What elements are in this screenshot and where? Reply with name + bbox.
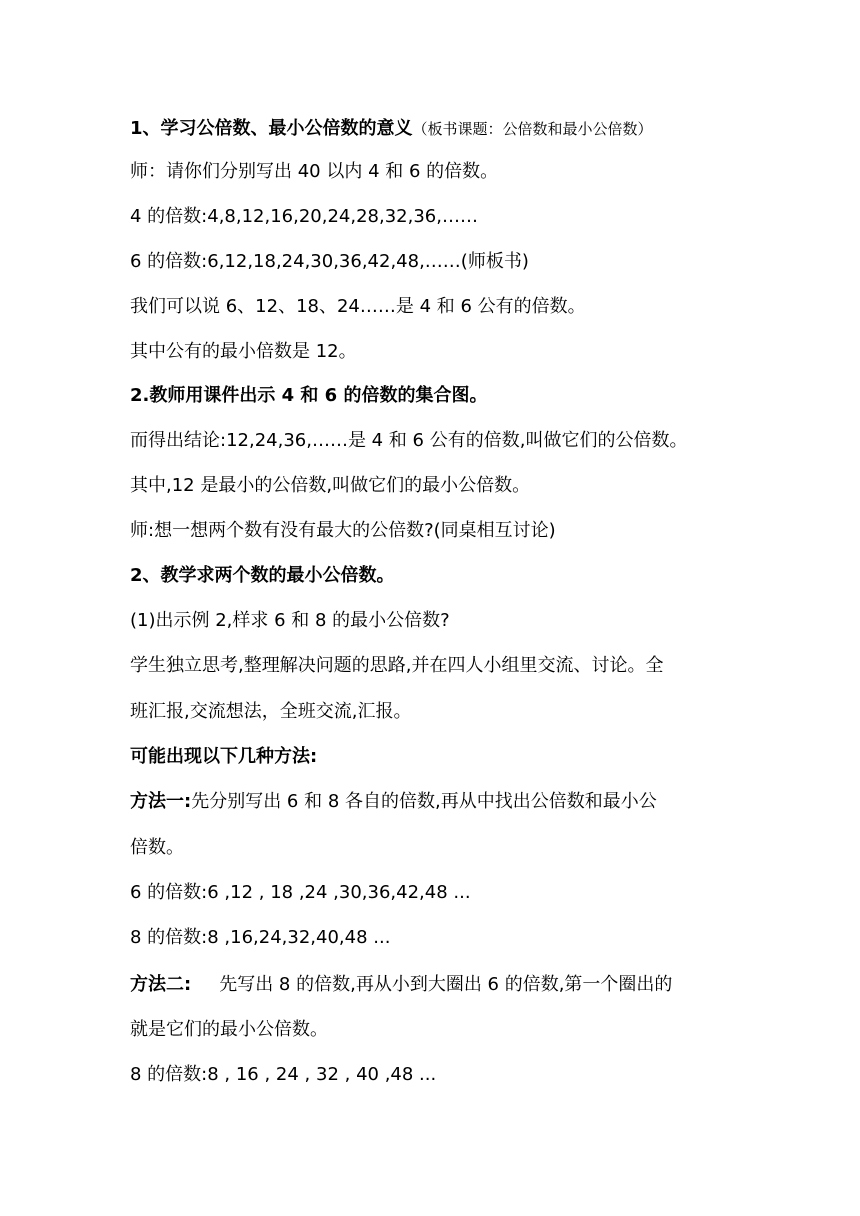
text-line: 师：请你们分别写出 40 以内 4 和 6 的倍数。 (130, 161, 499, 182)
text-line: 其中公有的最小倍数是 12。 (130, 341, 357, 362)
text-line: 学生独立思考,整理解决问题的思路,并在四人小组里交流、讨论。全 (130, 655, 664, 676)
text-line: 4 的倍数:4,8,12,16,20,24,28,32,36,…… (130, 206, 478, 227)
text-line: 我们可以说 6、12、18、24……是 4 和 6 公有的倍数。 (130, 296, 586, 317)
text-line: 其中,12 是最小的公倍数,叫做它们的最小公倍数。 (130, 475, 531, 496)
heading-text: 1、学习公倍数、最小公倍数的意义 (130, 118, 413, 139)
text-line: 6 的倍数:6,12,18,24,30,36,42,48,……(师板书) (130, 251, 529, 272)
text-line: 8 的倍数:8 , 16 , 24 , 32 , 40 ,48 ... (130, 1064, 437, 1085)
method-one-text: 先分别写出 6 和 8 各自的倍数,再从中找出公倍数和最小公 (191, 791, 657, 812)
text-line: 倍数。 (130, 837, 184, 858)
method-two-line (130, 973, 740, 997)
method-one-line (130, 790, 740, 814)
board-note: （板书课题：公倍数和最小公倍数） (412, 120, 653, 138)
text-line: 6 的倍数:6 ,12 , 18 ,24 ,30,36,42,48 ... (130, 882, 471, 903)
section-heading-2: 2.教师用课件出示 4 和 6 的倍数的集合图。 (130, 385, 488, 406)
method-two-text: 先写出 8 的倍数,再从小到大圈出 6 的倍数,第一个圈出的 (219, 974, 673, 995)
text-line: 8 的倍数:8 ,16,24,32,40,48 ... (130, 927, 391, 948)
method-one-label: 方法一: (130, 791, 192, 812)
text-line: 师:想一想两个数有没有最大的公倍数?(同桌相互讨论) (130, 520, 556, 541)
text-line: 就是它们的最小公倍数。 (130, 1019, 328, 1040)
text-line: (1)出示例 2,样求 6 和 8 的最小公倍数? (130, 610, 450, 631)
section-heading-1 (130, 117, 740, 141)
text-line: 而得出结论:12,24,36,……是 4 和 6 公有的倍数,叫做它们的公倍数。 (130, 430, 688, 451)
section-heading-3: 2、教学求两个数的最小公倍数。 (130, 565, 395, 586)
methods-heading: 可能出现以下几种方法: (130, 746, 318, 767)
method-two-label: 方法二: (130, 974, 192, 995)
text-line: 班汇报,交流想法，全班交流,汇报。 (130, 701, 412, 722)
